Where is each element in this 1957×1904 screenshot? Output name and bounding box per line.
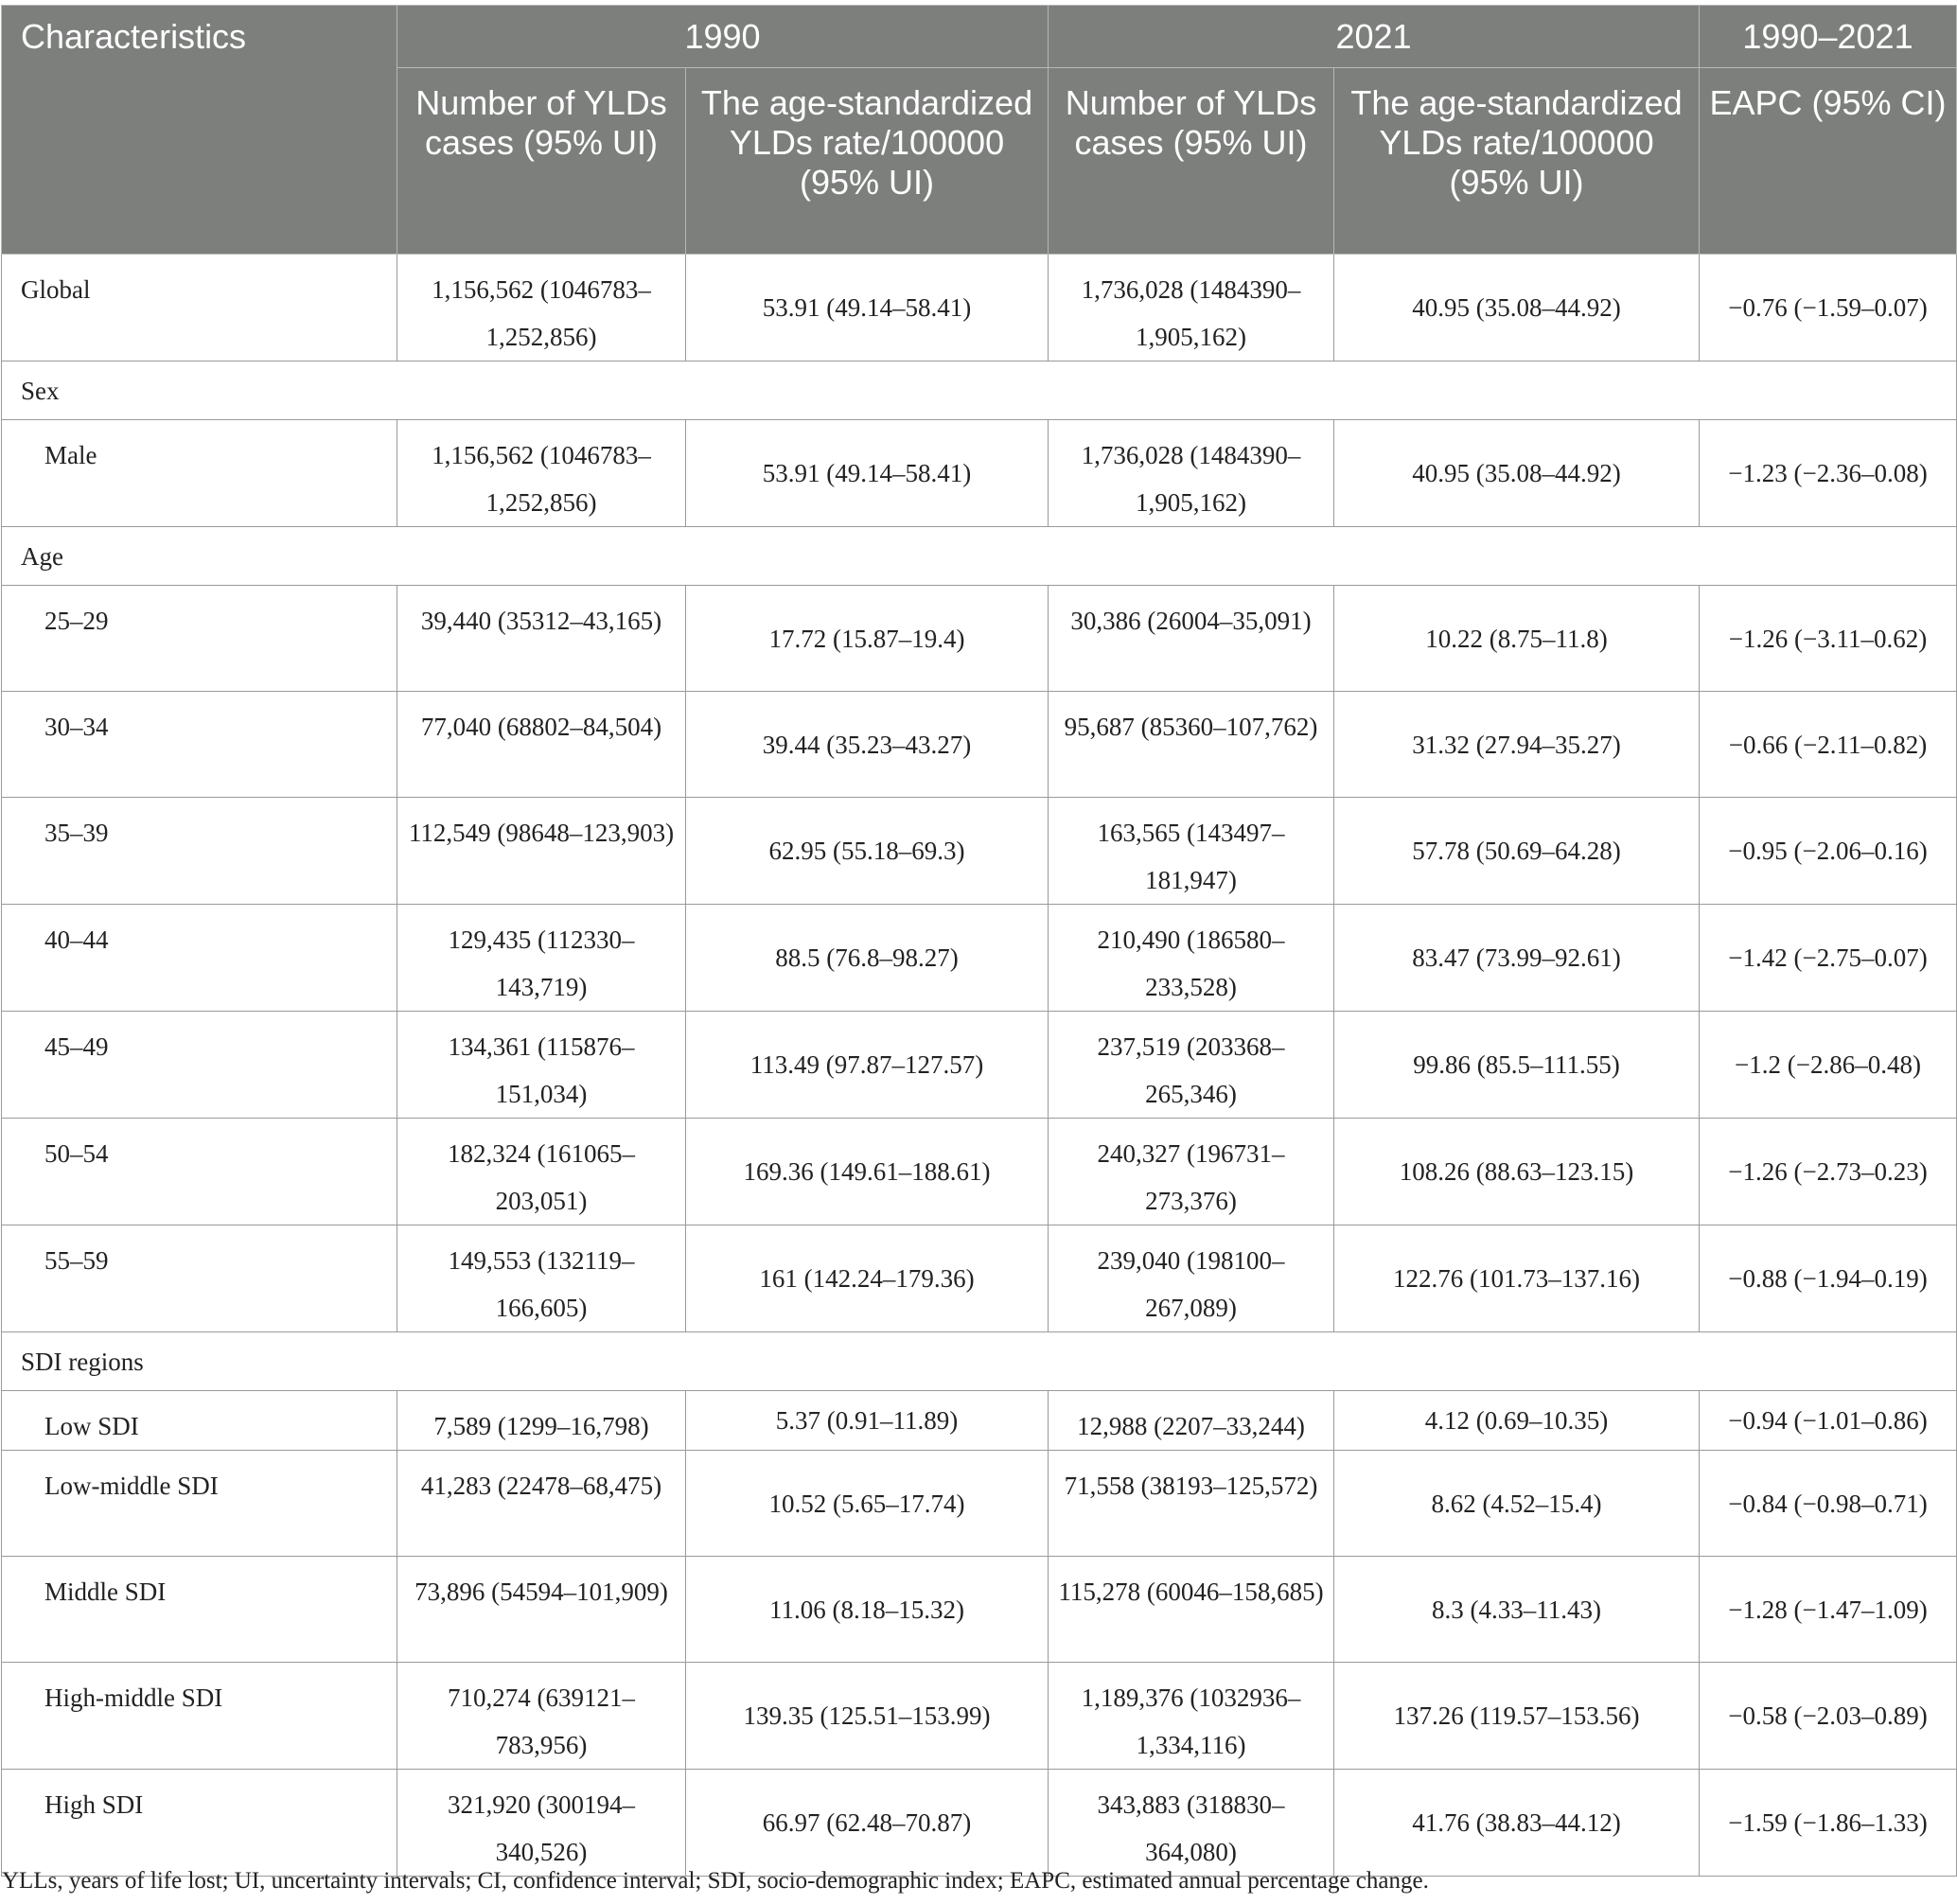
row-label: Low-middle SDI <box>2 1451 397 1557</box>
number-cases-2021-cell: 240,327 (196731–273,376) <box>1049 1119 1334 1225</box>
table-row <box>2 1225 1957 1332</box>
asr-1990-cell: 53.91 (49.14–58.41) <box>686 255 1049 361</box>
asr-2021-cell: 8.3 (4.33–11.43) <box>1334 1557 1700 1663</box>
number-cases-1990-cell: 321,920 (300194–340,526) <box>397 1770 686 1877</box>
number-cases-1990-header: Number of YLDs cases (95% UI) <box>397 68 686 255</box>
asr-1990-cell: 17.72 (15.87–19.4) <box>686 586 1049 692</box>
asr-2021-header: The age-standardized YLDs rate/100000 (95% UI) <box>1334 68 1700 255</box>
asr-1990-cell: 169.36 (149.61–188.61) <box>686 1119 1049 1225</box>
table-row <box>2 1557 1957 1663</box>
table-row <box>2 692 1957 798</box>
asr-2021-cell: 10.22 (8.75–11.8) <box>1334 586 1700 692</box>
number-cases-2021-cell: 163,565 (143497–181,947) <box>1049 798 1334 905</box>
row-label: 55–59 <box>2 1225 397 1332</box>
number-cases-2021-cell: 115,278 (60046–158,685) <box>1049 1557 1334 1663</box>
eapc-cell: −0.76 (−1.59–0.07) <box>1700 255 1957 361</box>
table-footnote: YLLs, years of life lost; UI, uncertainty intervals; CI, confidence interval; SDI, socio-demographic index; EAPC, estimated annual percentage change. <box>2 1868 1429 1894</box>
section-row <box>2 527 1957 586</box>
eapc-cell: −1.26 (−3.11–0.62) <box>1700 586 1957 692</box>
number-cases-2021-cell: 239,040 (198100–267,089) <box>1049 1225 1334 1332</box>
table-row <box>2 1391 1957 1451</box>
asr-2021-cell: 99.86 (85.5–111.55) <box>1334 1012 1700 1119</box>
table-header <box>2 6 1957 255</box>
asr-1990-cell: 39.44 (35.23–43.27) <box>686 692 1049 798</box>
table-row <box>2 1663 1957 1770</box>
yld-table <box>1 5 1957 1877</box>
asr-1990-cell: 5.37 (0.91–11.89) <box>686 1391 1049 1451</box>
row-label: Global <box>2 255 397 361</box>
number-cases-2021-cell: 1,189,376 (1032936–1,334,116) <box>1049 1663 1334 1770</box>
asr-2021-cell: 122.76 (101.73–137.16) <box>1334 1225 1700 1332</box>
eapc-cell: −1.26 (−2.73–0.23) <box>1700 1119 1957 1225</box>
eapc-cell: −0.94 (−1.01–0.86) <box>1700 1391 1957 1451</box>
table-row <box>2 420 1957 527</box>
row-label: 45–49 <box>2 1012 397 1119</box>
table-row <box>2 798 1957 905</box>
asr-1990-cell: 10.52 (5.65–17.74) <box>686 1451 1049 1557</box>
eapc-cell: −1.28 (−1.47–1.09) <box>1700 1557 1957 1663</box>
asr-1990-cell: 62.95 (55.18–69.3) <box>686 798 1049 905</box>
number-cases-1990-cell: 1,156,562 (1046783–1,252,856) <box>397 255 686 361</box>
asr-2021-cell: 40.95 (35.08–44.92) <box>1334 255 1700 361</box>
row-label: Low SDI <box>2 1391 397 1451</box>
eapc-cell: −0.66 (−2.11–0.82) <box>1700 692 1957 798</box>
section-label: SDI regions <box>2 1332 1957 1391</box>
asr-2021-cell: 31.32 (27.94–35.27) <box>1334 692 1700 798</box>
asr-1990-cell: 66.97 (62.48–70.87) <box>686 1770 1049 1877</box>
number-cases-1990-cell: 73,896 (54594–101,909) <box>397 1557 686 1663</box>
table-row <box>2 1451 1957 1557</box>
asr-1990-cell: 161 (142.24–179.36) <box>686 1225 1049 1332</box>
period-header: 1990–2021 <box>1700 6 1957 68</box>
number-cases-2021-cell: 95,687 (85360–107,762) <box>1049 692 1334 798</box>
number-cases-2021-cell: 237,519 (203368–265,346) <box>1049 1012 1334 1119</box>
number-cases-2021-cell: 343,883 (318830–364,080) <box>1049 1770 1334 1877</box>
eapc-cell: −0.58 (−2.03–0.89) <box>1700 1663 1957 1770</box>
asr-2021-cell: 108.26 (88.63–123.15) <box>1334 1119 1700 1225</box>
number-cases-1990-cell: 182,324 (161065–203,051) <box>397 1119 686 1225</box>
eapc-cell: −1.42 (−2.75–0.07) <box>1700 905 1957 1012</box>
number-cases-1990-cell: 710,274 (639121–783,956) <box>397 1663 686 1770</box>
table-row <box>2 1119 1957 1225</box>
row-label: Male <box>2 420 397 527</box>
asr-2021-cell: 137.26 (119.57–153.56) <box>1334 1663 1700 1770</box>
table-row <box>2 255 1957 361</box>
asr-1990-cell: 88.5 (76.8–98.27) <box>686 905 1049 1012</box>
section-label: Age <box>2 527 1957 586</box>
year-1990-header: 1990 <box>397 6 1049 68</box>
asr-2021-cell: 4.12 (0.69–10.35) <box>1334 1391 1700 1451</box>
section-label: Sex <box>2 361 1957 420</box>
table-body <box>2 255 1957 1877</box>
number-cases-1990-cell: 1,156,562 (1046783–1,252,856) <box>397 420 686 527</box>
row-label: High-middle SDI <box>2 1663 397 1770</box>
number-cases-1990-cell: 41,283 (22478–68,475) <box>397 1451 686 1557</box>
table-row <box>2 1012 1957 1119</box>
asr-1990-cell: 139.35 (125.51–153.99) <box>686 1663 1049 1770</box>
number-cases-2021-header: Number of YLDs cases (95% UI) <box>1049 68 1334 255</box>
table-row <box>2 1770 1957 1877</box>
eapc-cell: −1.59 (−1.86–1.33) <box>1700 1770 1957 1877</box>
eapc-cell: −0.95 (−2.06–0.16) <box>1700 798 1957 905</box>
row-label: High SDI <box>2 1770 397 1877</box>
number-cases-2021-cell: 1,736,028 (1484390–1,905,162) <box>1049 255 1334 361</box>
row-label: 35–39 <box>2 798 397 905</box>
asr-2021-cell: 8.62 (4.52–15.4) <box>1334 1451 1700 1557</box>
asr-2021-cell: 83.47 (73.99–92.61) <box>1334 905 1700 1012</box>
table-row <box>2 905 1957 1012</box>
number-cases-2021-cell: 1,736,028 (1484390–1,905,162) <box>1049 420 1334 527</box>
section-row <box>2 361 1957 420</box>
eapc-cell: −1.2 (−2.86–0.48) <box>1700 1012 1957 1119</box>
eapc-header: EAPC (95% CI) <box>1700 68 1957 255</box>
asr-1990-header: The age-standardized YLDs rate/100000 (95% UI) <box>686 68 1049 255</box>
number-cases-2021-cell: 30,386 (26004–35,091) <box>1049 586 1334 692</box>
row-label: Middle SDI <box>2 1557 397 1663</box>
year-2021-header: 2021 <box>1049 6 1700 68</box>
number-cases-2021-cell: 12,988 (2207–33,244) <box>1049 1391 1334 1451</box>
eapc-cell: −1.23 (−2.36–0.08) <box>1700 420 1957 527</box>
asr-1990-cell: 11.06 (8.18–15.32) <box>686 1557 1049 1663</box>
row-label: 25–29 <box>2 586 397 692</box>
row-label: 50–54 <box>2 1119 397 1225</box>
asr-1990-cell: 113.49 (97.87–127.57) <box>686 1012 1049 1119</box>
asr-2021-cell: 57.78 (50.69–64.28) <box>1334 798 1700 905</box>
table-row <box>2 586 1957 692</box>
number-cases-1990-cell: 39,440 (35312–43,165) <box>397 586 686 692</box>
number-cases-1990-cell: 7,589 (1299–16,798) <box>397 1391 686 1451</box>
number-cases-2021-cell: 71,558 (38193–125,572) <box>1049 1451 1334 1557</box>
row-label: 40–44 <box>2 905 397 1012</box>
number-cases-1990-cell: 77,040 (68802–84,504) <box>397 692 686 798</box>
number-cases-2021-cell: 210,490 (186580–233,528) <box>1049 905 1334 1012</box>
asr-2021-cell: 40.95 (35.08–44.92) <box>1334 420 1700 527</box>
row-label: 30–34 <box>2 692 397 798</box>
section-row <box>2 1332 1957 1391</box>
number-cases-1990-cell: 112,549 (98648–123,903) <box>397 798 686 905</box>
asr-2021-cell: 41.76 (38.83–44.12) <box>1334 1770 1700 1877</box>
eapc-cell: −0.84 (−0.98–0.71) <box>1700 1451 1957 1557</box>
asr-1990-cell: 53.91 (49.14–58.41) <box>686 420 1049 527</box>
eapc-cell: −0.88 (−1.94–0.19) <box>1700 1225 1957 1332</box>
number-cases-1990-cell: 134,361 (115876–151,034) <box>397 1012 686 1119</box>
number-cases-1990-cell: 129,435 (112330–143,719) <box>397 905 686 1012</box>
characteristics-header: Characteristics <box>2 6 397 255</box>
number-cases-1990-cell: 149,553 (132119–166,605) <box>397 1225 686 1332</box>
